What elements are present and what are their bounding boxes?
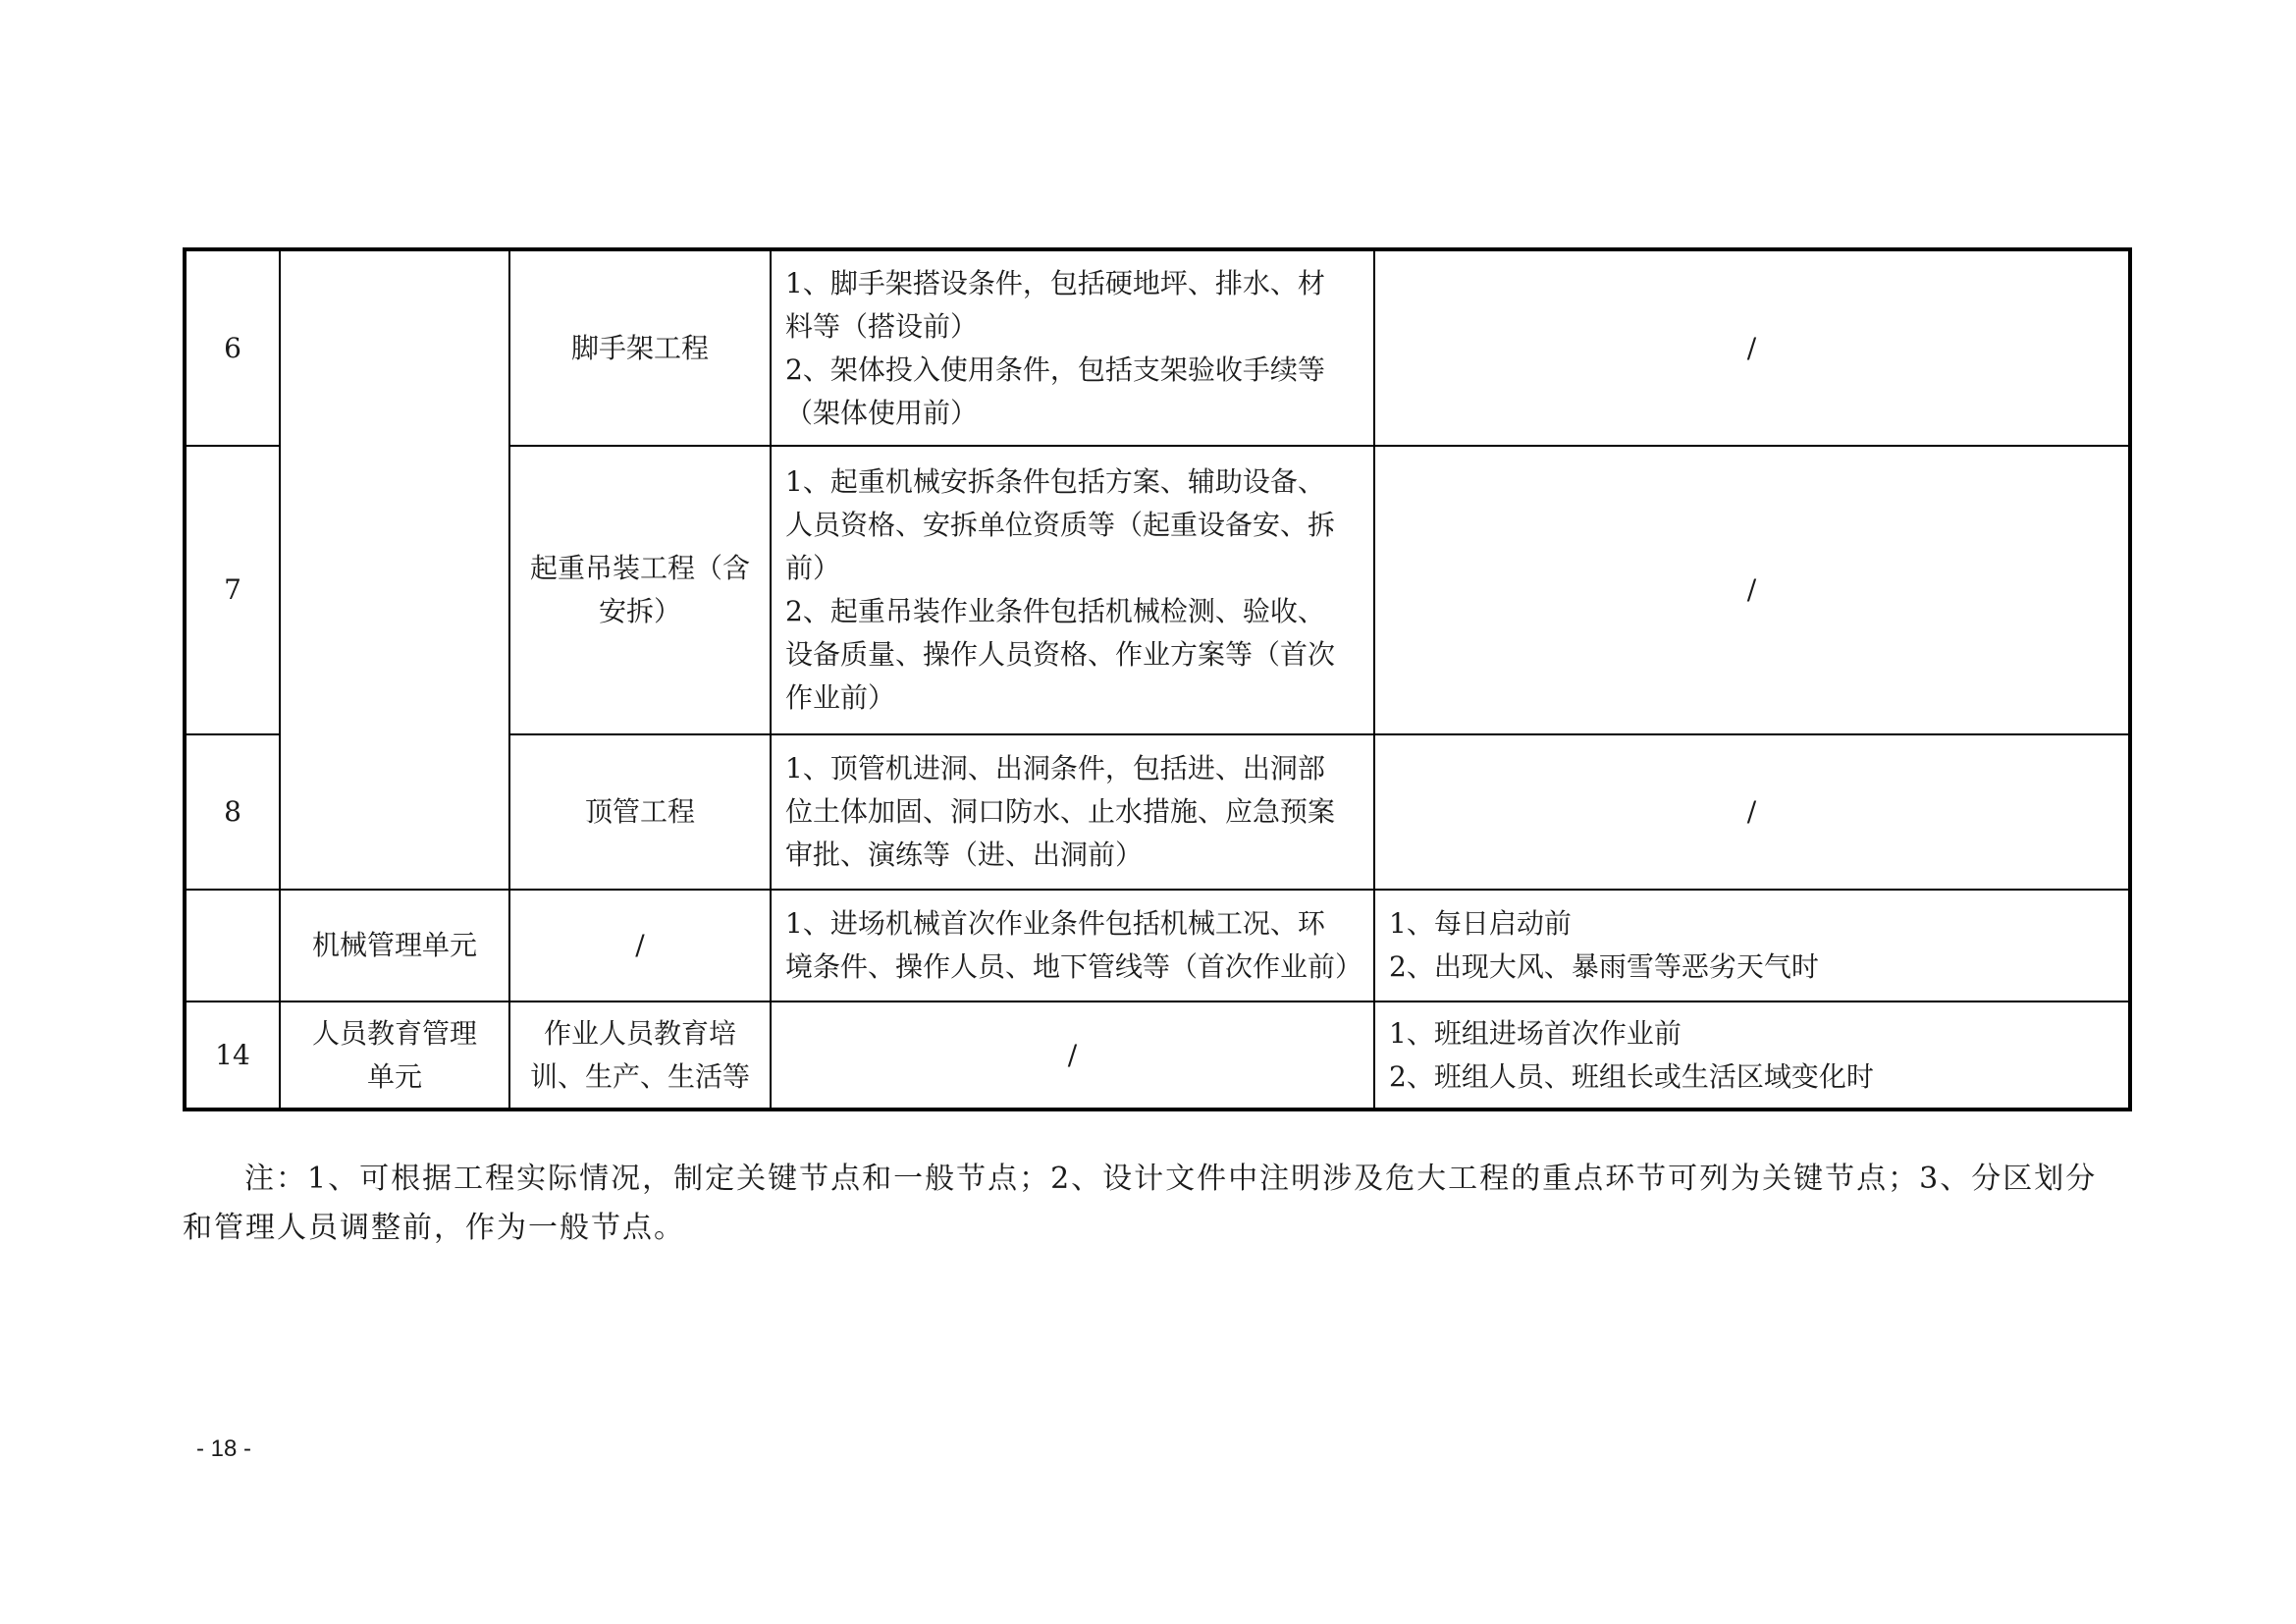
project-cell: 脚手架工程 (509, 249, 771, 446)
key-node-line: 1、脚手架搭设条件，包括硬地坪、排水、材 (785, 266, 1325, 299)
key-node-cell (771, 734, 1374, 890)
row-number: 8 (185, 734, 280, 890)
key-node-line: / (1067, 1038, 1078, 1071)
key-node-line: 设备质量、操作人员资格、作业方案等（首次 (785, 638, 1336, 671)
project-cell: / (509, 890, 771, 1001)
key-node-line: 前） (785, 552, 841, 584)
key-node-line: 2、起重吊装作业条件包括机械检测、验收、 (785, 595, 1325, 627)
key-node-line: 1、进场机械首次作业条件包括机械工况、环 (785, 907, 1325, 940)
unit-line: 单元 (366, 1059, 422, 1093)
key-node-cell (771, 890, 1374, 1001)
key-node-line: 境条件、操作人员、地下管线等（首次作业前） (785, 950, 1363, 983)
key-node-line: 人员资格、安拆单位资质等（起重设备安、拆 (785, 509, 1336, 541)
row-number (185, 890, 280, 1001)
page-number: - 18 - (196, 1435, 252, 1462)
key-node-line: 位土体加固、洞口防水、止水措施、应急预案 (785, 795, 1336, 828)
row-number: 6 (185, 249, 280, 446)
key-node-line: 1、顶管机进洞、出洞条件，包括进、出洞部 (785, 752, 1325, 785)
project-cell: 顶管工程 (509, 734, 771, 890)
row-number: 14 (185, 1001, 280, 1110)
general-node-line: 2、班组人员、班组长或生活区域变化时 (1389, 1059, 1874, 1093)
row-number: 7 (185, 446, 280, 734)
general-node-cell (1374, 446, 2130, 734)
general-node-cell (1374, 1001, 2130, 1110)
general-node-cell (1374, 890, 2130, 1001)
project-cell (509, 446, 771, 734)
key-node-line: 审批、演练等（进、出洞前） (785, 839, 1144, 871)
key-node-line: 2、架体投入使用条件，包括支架验收手续等 (785, 352, 1325, 386)
project-line: 作业人员教育培 (543, 1016, 736, 1050)
table-row (185, 890, 2130, 1001)
key-node-line: 料等（搭设前） (785, 309, 979, 343)
general-node-line: 1、班组进场首次作业前 (1389, 1016, 1682, 1050)
table-row (185, 1001, 2130, 1110)
unit-cell (280, 890, 509, 1001)
unit-cell (280, 1001, 509, 1110)
general-node-line: 2、出现大风、暴雨雪等恶劣天气时 (1389, 950, 1819, 983)
key-node-line: 1、起重机械安拆条件包括方案、辅助设备、 (785, 465, 1325, 498)
project-line: 起重吊装工程（含 (529, 552, 750, 584)
key-node-cell (771, 1001, 1374, 1110)
node-table (183, 247, 2132, 1111)
unit-line: 机械管理单元 (311, 929, 477, 961)
general-node-line: 1、每日启动前 (1389, 907, 1572, 940)
project-cell (509, 1001, 771, 1110)
general-node-line: / (1746, 573, 1757, 606)
unit-cell (280, 249, 509, 890)
table-row (185, 249, 2130, 446)
general-node-line: / (1746, 331, 1757, 364)
table-note: 注：1、可根据工程实际情况，制定关键节点和一般节点；2、设计文件中注明涉及危大工程的重点环节可列为关键节点；3、分区划分和管理人员调整前，作为一般节点。 (183, 1162, 2098, 1245)
general-node-line: / (1746, 795, 1757, 828)
key-node-line: 作业前） (785, 681, 896, 714)
unit-line: 人员教育管理 (311, 1016, 477, 1050)
key-node-cell (771, 249, 1374, 446)
general-node-cell (1374, 249, 2130, 446)
project-line: 训、生产、生活等 (529, 1059, 750, 1093)
key-node-line: （架体使用前） (785, 396, 979, 429)
general-node-cell (1374, 734, 2130, 890)
key-node-cell (771, 446, 1374, 734)
project-line: 安拆） (598, 595, 681, 627)
